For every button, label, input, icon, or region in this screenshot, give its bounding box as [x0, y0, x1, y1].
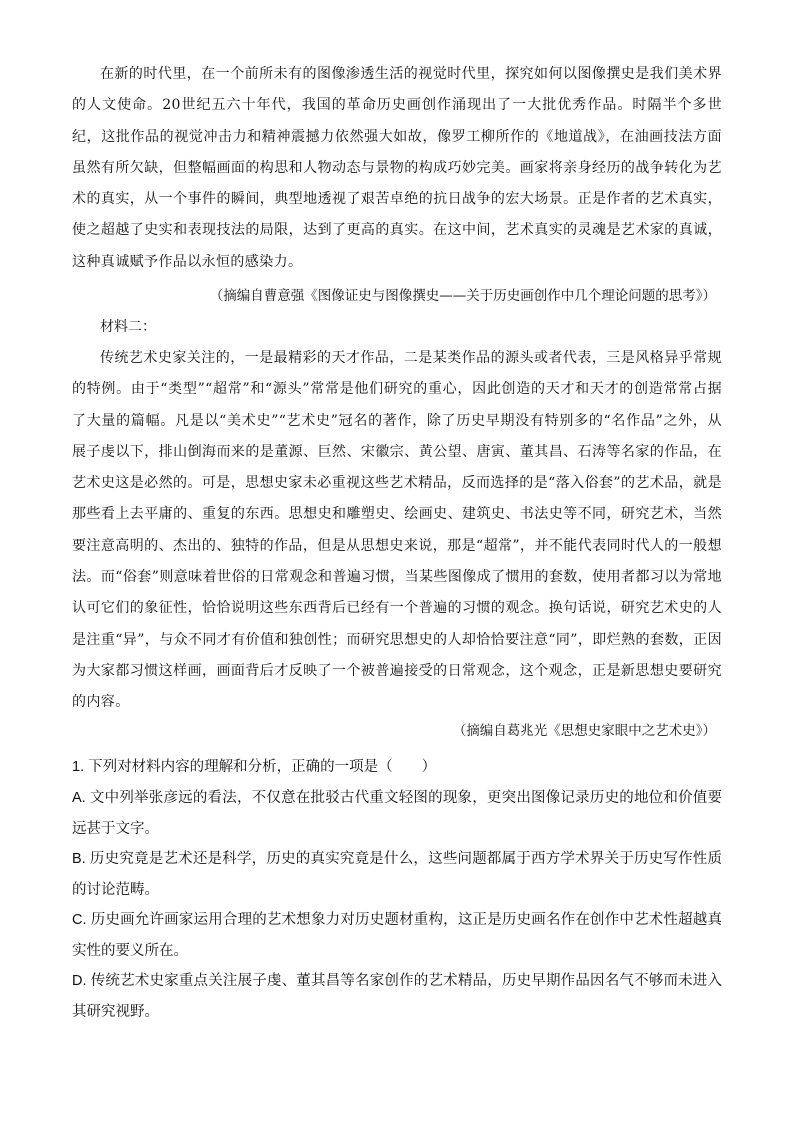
material2-paragraph: 传统艺术史家关注的，一是最精彩的天才作品，二是某类作品的源头或者代表，三是风格异乎常规的特例。由于“类型”“超常”和“源头”常常是他们研究的重心，因此创造的天才和天才的创造常常占据了大量的篇幅。凡是以“美术史”“艺术史”冠名的著作，除了历史早期没有特别多的“名作品”之外，从展子虔以下，排山倒海而来的是董源、巨然、宋徽宗、黄公望、唐寅、董其昌、石涛等名家的作品，在艺术史这是必然的。可是，思想史家未必重视这些艺术精品，反而选择的是“落入俗套”的艺术品，就是那些看上去平庸的、重复的东西。思想史和雕塑史、绘画史、建筑史、书法史等不同，研究艺术，当然要注意高明的、杰出的、独特的作品，但是从思想史来说，那是“超常”，并不能代表同时代人的一般想法。而“俗套”则意味着世俗的日常观念和普遍习惯，当某些图像成了惯用的套数，使用者都习以为常地认可它们的象征性，恰恰说明这些东西背后已经有一个普遍的习惯的观念。换句话说，研究艺术史的人是注重“异”，与众不同才有价值和独创性；而研究思想史的人却恰恰要注意“同”，即烂熟的套数，正因为大家都习惯这样画，画面背后才反映了一个被普遍接受的日常观念，这个观念，正是新思想史要研究的内容。 — [72, 350, 722, 711]
material2-citation: （摘编自葛兆光《思想史家眼中之艺术史》） — [452, 723, 716, 739]
material2-label: 材料二： — [100, 319, 156, 335]
option-a[interactable]: A. 文中列举张彦远的看法，不仅意在批驳古代重文轻图的现象，更突出图像记录历史的地位和价值要远甚于文字。 — [72, 790, 722, 837]
question-stem: 1. 下列对材料内容的理解和分析，正确的一项是（ ） — [72, 759, 437, 775]
material1-paragraph: 在新的时代里，在一个前所未有的图像渗透生活的视觉时代里，探究如何以图像撰史是我们美术界的人文使命。20世纪五六十年代，我国的革命历史画创作涌现出了一大批优秀作品。时隔半个多世纪，这批作品的视觉冲击力和精神震撼力依然强大如故，像罗工柳所作的《地道战》，在油画技法方面虽然有所欠缺，但整幅画面的构思和人物动态与景物的构成巧妙完美。画家将亲身经历的战争转化为艺术的真实，从一个事件的瞬间，典型地透视了艰苦卓绝的抗日战争的宏大场景。正是作者的艺术真实，使之超越了史实和表现技法的局限，达到了更高的真实。在这中间，艺术真实的灵魂是艺术家的真诚，这种真诚赋予作品以永恒的感染力。 — [72, 66, 722, 270]
option-b[interactable]: B. 历史究竟是艺术还是科学，历史的真实究竟是什么，这些问题都属于西方学术界关于历史写作性质的讨论范畴。 — [72, 851, 722, 898]
option-d[interactable]: D. 传统艺术史家重点关注展子虔、董其昌等名家创作的艺术精品，历史早期作品因名气不够而未进入其研究视野。 — [72, 973, 722, 1020]
material1-citation: （摘编自曹意强《图像证史与图像撰史——关于历史画创作中几个理论问题的思考》） — [209, 288, 716, 304]
option-c[interactable]: C. 历史画允许画家运用合理的艺术想象力对历史题材重构，这正是历史画名作在创作中艺术性超越真实性的要义所在。 — [72, 912, 722, 959]
